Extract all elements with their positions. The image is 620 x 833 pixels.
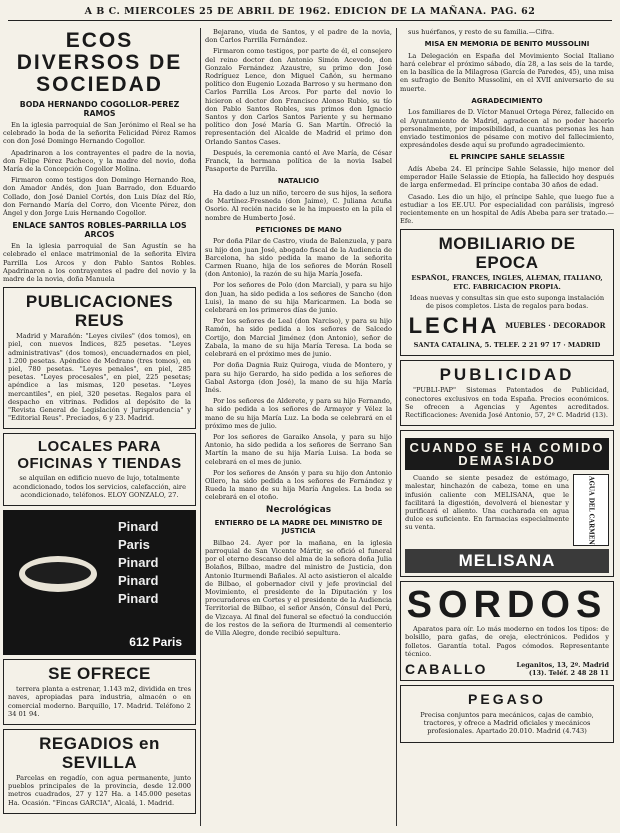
pinard-word: Paris: [118, 537, 150, 553]
ad-reus-title: PUBLICACIONES REUS: [25, 292, 174, 331]
peticiones-paragraph-5: Por los señores de Alderete, y para su hijo Fernando, ha sido pedida a los señores de Armayor y Vélez la mano de su hija María Luz. La boda se celebrará en el próximo mes de julio.: [205, 397, 392, 430]
melisana-text-block: [405, 474, 569, 546]
peticiones-paragraph-7: Por los señores de Ansón y para su hijo don Antonio Ollero, ha sido pedida a los señores de Fernández y Rueda la mano de su hija María Ángeles. La boda se celebrará en el otoño.: [205, 468, 392, 502]
column-rule-1: [200, 28, 201, 826]
boda-paragraph-2: Apadrinaron a los contrayentes el padre de la novia, don Felipe Pérez Pacheco, y la madre del novio, doña María de la Concepción Cogollor Molina.: [3, 148, 196, 174]
pinard-brand-list: [118, 518, 188, 608]
cuando-banner: [405, 438, 609, 470]
enlace-headline: ENLACE SANTOS ROBLES-PARRILLA LOS ARCOS: [12, 221, 187, 240]
agradecimiento-paragraph: Los familiares de D. Víctor Manuel Ortega Pérez, fallecido en el Ayuntamiento de Madrid, agradecen al no poder hacerlo personalmente, por imposibilidad, a cuantas personas les han enviado testimonios de pésame con motivo del fallecimiento, expresándoles desde aquí su profundo agradecimiento.: [400, 108, 614, 150]
peticiones-paragraph-3: Por los señores de Leal (don Narciso), y para su hijo Ramón, ha sido pedida a los señores de Salcedo Cortijo, don Marcial Jiménez (don Antonio), señor de Zabala, la mano de su hija María Teresa. La boda se celebrará en el próximo mes de junio.: [205, 317, 392, 359]
misa-headline: MISA EN MEMORIA DE BENITO MUSSOLINI: [424, 40, 590, 49]
peticiones-paragraph-1: Por doña Pilar de Castro, viuda de Balenzuela, y para su hijo don juan José, abogado fiscal de la Audiencia de Barcelona, ha sido pedida la mano de la señorita Carmen Ruano, hija de los señores de Morán Rosell (don Antonio), la razón de su hija María Josefa.: [205, 237, 392, 279]
melisana-bottle-icon: [573, 474, 609, 546]
ad-regadios-title: REGADIOS en SEVILLA: [39, 733, 160, 772]
pinard-word: Pinard: [118, 573, 159, 589]
principe-paragraph-2: Casado. Les dio un hijo, el príncipe Sahle, que luego fue a estudiar a los EE.UU. Por especialidad con parálisis, ingresó recientemente en un hospital de Adís Abeba para ser tratado.—Efe.: [400, 192, 614, 226]
header-rule: [8, 20, 612, 21]
column-left: [3, 28, 196, 826]
melisana-brand-banner: MELISANA: [405, 549, 609, 573]
ad-regadios-text: Parcelas en regadío, con agua permanente, junto pueblos principales de la provincia, desde 12.000 metros cuadrados, 27 y 127 Ha. a 145.000 pesetas Ha. Ocasión. "Fincas GARCIA", Alcalá, 1. Madrid.: [8, 773, 191, 807]
ad-cuando-text: Cuando se siente pesadez de estómago, malestar, hinchazón de cabeza, tome en una infusión caliente con MELISANA, que le facilitará la digestión, devolverá el bienestar y purificará el aliento. Una cucharada en agua dulce es suficiente. En farmacias especialmente su venta.: [405, 474, 569, 532]
caballo-address: Leganitos, 13, 2º. Madrid (13). Teléf. 2 48 28 11: [516, 661, 609, 678]
principe-paragraph-1: Adís Abeba 24. El príncipe Sahle Selassie, hijo menor del emperador Haile Selassie de Etiopía, ha fallecido hoy después de larga enfermedad. El príncipe contaba 30 años de edad.: [400, 165, 614, 190]
ad-mobiliario-text: Ideas nuevas y consultas sin que esto suponga instalación de pisos completos. Lista de regalos para bodas.: [409, 293, 605, 311]
cifra-continued: sus huérfanos, y resto de su familia.—Cifra.: [408, 28, 555, 36]
misa-paragraph: La Delegación en España del Movimiento Social Italiano hará celebrar el próximo sábado, día 28, a las seis de la tarde, en la basílica de la Milagrosa (García de Paredes, 45), una misa en sufragio de Benito Mussolini, en el XVII aniversario de su muerte.: [400, 51, 614, 93]
ad-se-ofrece: [3, 659, 196, 725]
ad-pegaso-text: Precisa conjuntos para mecánicos, cajas de cambio, tractores, y ofrece a Madrid oficiales y mecánicos profesionales. Apartado 20.010. Madrid (4.743): [420, 711, 594, 736]
pinard-word: Pinard: [118, 555, 159, 571]
boda-paragraph-3: Firmaron como testigos don Domingo Hernando Roa, don Amador Andés, don Juan Barrado, don Eduardo Collado, don José Daniel Cortés, don Luis Díaz del Río, don Fernando María del Corro, don Vicente Pérez, don Ángel y don Jorge Luis Hernando Cogollor.: [3, 176, 196, 218]
ad-publicidad-title: PUBLICIDAD: [439, 365, 575, 385]
column-right: [400, 28, 614, 826]
page-header: A B C. MIERCOLES 25 DE ABRIL DE 1962. EDICION DE LA MAÑANA. PAG. 62: [84, 6, 536, 17]
society-continued-1: Bejarano, viuda de Santos, y el padre de la novia, don Carlos Parrilla Fernández.: [205, 28, 392, 45]
ad-mobiliario-subtitle: ESPAÑOL, FRANCES, INGLES, ALEMAN, ITALIANO, ETC. FABRICACION PROPIA.: [411, 274, 603, 291]
natalicio-paragraph: Ha dado a luz un niño, tercero de sus hijos, la señora de Martínez-Fresneda (don Jaime), C. Juliana Acuña Osorio. Al recién nacido se le ha impuesto en la pila el nombre de Humberto José.: [205, 189, 392, 222]
pinard-footer: 612 Paris: [129, 635, 182, 650]
ad-publicidad: [400, 360, 614, 426]
lecha-subtitle: MUEBLES · DECORADOR: [505, 321, 606, 331]
ad-regadios: [3, 729, 196, 814]
ad-seofrece-text: terrera planta a estrenar, 1.143 m2, dividida en tres naves, apropiadas para industria, almacén o en comercial moderno. Barquillo, 17. Madrid. Teléfono 2 34 01 94.: [8, 685, 191, 718]
lecha-logo: [405, 313, 609, 339]
enlace-paragraph: En la iglesia parroquial de San Agustín se ha celebrado el enlace matrimonial de la señorita Elvira Parrilla Los Arcos y don Pablo Santos Robles. Apadrinaron a los contrayentes el padre del novio y la madre de la novia, doña Manuela: [3, 242, 196, 284]
peticiones-paragraph-4: Por doña Dagnia Ruiz Quiroga, viuda de Montero, y para su hijo Gerardo, ha sido pedida a los señores de Gabal Astorga (don José), la mano de su hija María Inés.: [205, 361, 392, 394]
boda-paragraph-1: En la iglesia parroquial de San Jerónimo el Real se ha celebrado la boda de la señorita Felicidad Pérez Ramos con don José Domingo Hernando Cogollor.: [3, 121, 196, 146]
peticiones-paragraph-2: Por los señores de Polo (don Marcial), y para su hijo don Juan, ha sido pedida a los señores de Sancho (don Luis), la mano de su hija Maricarmen. La boda se celebrará en los primeros días de junio.: [205, 281, 392, 315]
column-middle: [205, 28, 392, 826]
ad-mobiliario: [400, 229, 614, 356]
ad-reus-text: Madrid y Marañón: "Leyes civiles" (dos tomos), en piel, con nuevos Índices, 825 pesetas. "Leyes administrativas" (dos tomos), encuadernados en piel, 1.200 pesetas. Apéndice de Medrano (tres tomos), en piel, 780 pesetas. "Leyes penales", en piel, 285 pesetas. "Leyes procesales", en piel, 225 pesetas; apéndice a las mismas, 120 pesetas. "Leyes mercantiles", en piel, 320 pesetas. Regalos para el despacho en vitrinas. Pedidos al depósito de la "Revista General de Legislación y Jurisprudencia" y "Editorial Reus". Preciados, 6 y 23. Madrid.: [8, 332, 191, 423]
caballo-row: [405, 661, 609, 677]
ad-pegaso: [400, 685, 614, 743]
caballo-name: CABALLO: [405, 661, 488, 678]
necrologicas-headline: Necrológicas: [265, 504, 332, 515]
entierro-headline: ENTIERRO DE LA MADRE DEL MINISTRO DE JUSTICIA: [214, 518, 383, 536]
pinard-word: Pinard: [118, 519, 159, 535]
ad-locales-text: se alquilan en edificio nuevo de lujo, totalmente acondicionado, todos los servicios, calefacción, aire acondicionado, teléfonos. ELOY GONZALO, 27.: [13, 474, 186, 499]
agradecimiento-headline: AGRADECIMIENTO: [471, 96, 543, 105]
boda-headline: BODA HERNANDO COGOLLOR-PEREZ RAMOS: [19, 100, 180, 118]
principe-headline: EL PRINCIPE SAHLE SELASSIE: [449, 153, 565, 162]
lecha-address: SANTA CATALINA, 5. TELEF. 2 21 97 17 · MADRID: [413, 341, 601, 350]
lips-inner-graphic: [25, 562, 91, 584]
society-continued-3: Después, la ceremonia cantó el Ave María, de César Franck, la hermana política de la novia Isabel Pasaporte de Parrilla.: [205, 148, 392, 174]
ad-locales: [3, 433, 196, 506]
entierro-paragraph: Bilbao 24. Ayer por la mañana, en la iglesia parroquial de San Vicente Mártir, se ofició el funeral por el eterno descanso del alma de la señora doña Julia Bolaños, Bilbao, madre del ministro de Justicia, don Antonio Iturmendi Bañales. Al acto asistieron el alcalde de Bilbao, el gobernador civil y jefe provincial del Movimiento, el presidente de la Diputación y los procuradores en Cortes y el presidente de la Audiencia Territorial de Bilbao, el señor Ansón, Cónsul del Perú, de Vizcaya. Al final del funeral se efectuó la conducción de los restos de la señora de Iturmendi al cementerio de Villa Alegre, donde recibió sepultura.: [205, 538, 392, 637]
ad-sordos: [400, 581, 614, 681]
ad-locales-title: LOCALES PARA OFICINAS Y TIENDAS: [17, 438, 182, 473]
natalicio-headline: NATALICIO: [277, 177, 320, 186]
ad-sordos-text: Aparatos para oír. Lo más moderno en todos los tipos: de bolsillo, para gafas, de oreja, electrónicos. Pedidos y folletos. Garantía total. Pagos cómodos. Representante técnico.: [405, 625, 609, 658]
peticiones-paragraph-6: Por los señores de Garaiko Ansola, y para su hijo Antonio, ha sido pedida a los señores de Serrano San Martín la mano de su hija María Luisa. La boda se celebrará en el mes de junio.: [205, 432, 392, 466]
ad-melisana: [400, 430, 614, 577]
ad-mobiliario-title: MOBILIARIO DE EPOCA: [438, 234, 576, 273]
ad-seofrece-title: SE OFRECE: [48, 664, 151, 684]
society-continued-2: Firmaron como testigos, por parte de él, el consejero del reino doctor don Antonio Simón Acevedo, don Gonzalo Fernández Azaustre, su primo don José Rodríguez Lence, don Miguel Cañón, su hermano político don Eugenio Lozada Barroso y su hermano don Carlos Parrilla Los Arcos. Por parte del novio lo hicieron el doctor don Francisco Alonso Rubio, su tío don Pablo Santos Robles, sus primos don Ignacio Santos y don Carlos Santos Pariente y su hermano político don José María G. San Martín. Ofreció la representación del Alcalde de Madrid el primo don Orlando Santos Cases.: [205, 47, 392, 146]
column-rule-2: [396, 28, 397, 826]
ad-cuando-title: CUANDO SE HA COMIDO DEMASIADO: [409, 440, 605, 469]
peticiones-headline: PETICIONES DE MANO: [255, 225, 342, 234]
society-section-title: ECOS DIVERSOS DE SOCIEDAD: [16, 29, 183, 96]
ad-sordos-title: SORDOS: [406, 584, 608, 627]
ad-publicidad-text: "PUBLI-PAP" Sistemas Patentados de Publicidad, conectores exclusivos en toda España. Precios económicos. Se ofrecen a Agencias y Agentes acreditados. Rectificaciones: Avenida José Antonio, 57, 2º C. Madrid (13).: [405, 386, 609, 420]
melisana-body: [405, 474, 609, 546]
ad-pinard-photo: [3, 510, 196, 655]
melisana-bottle-label: AGUA DEL CARMEN: [587, 475, 595, 545]
ad-publicaciones-reus: [3, 287, 196, 429]
pinard-word: Pinard: [118, 591, 159, 607]
lecha-name: LECHA: [408, 313, 500, 339]
ad-pegaso-title: PEGASO: [468, 691, 546, 708]
